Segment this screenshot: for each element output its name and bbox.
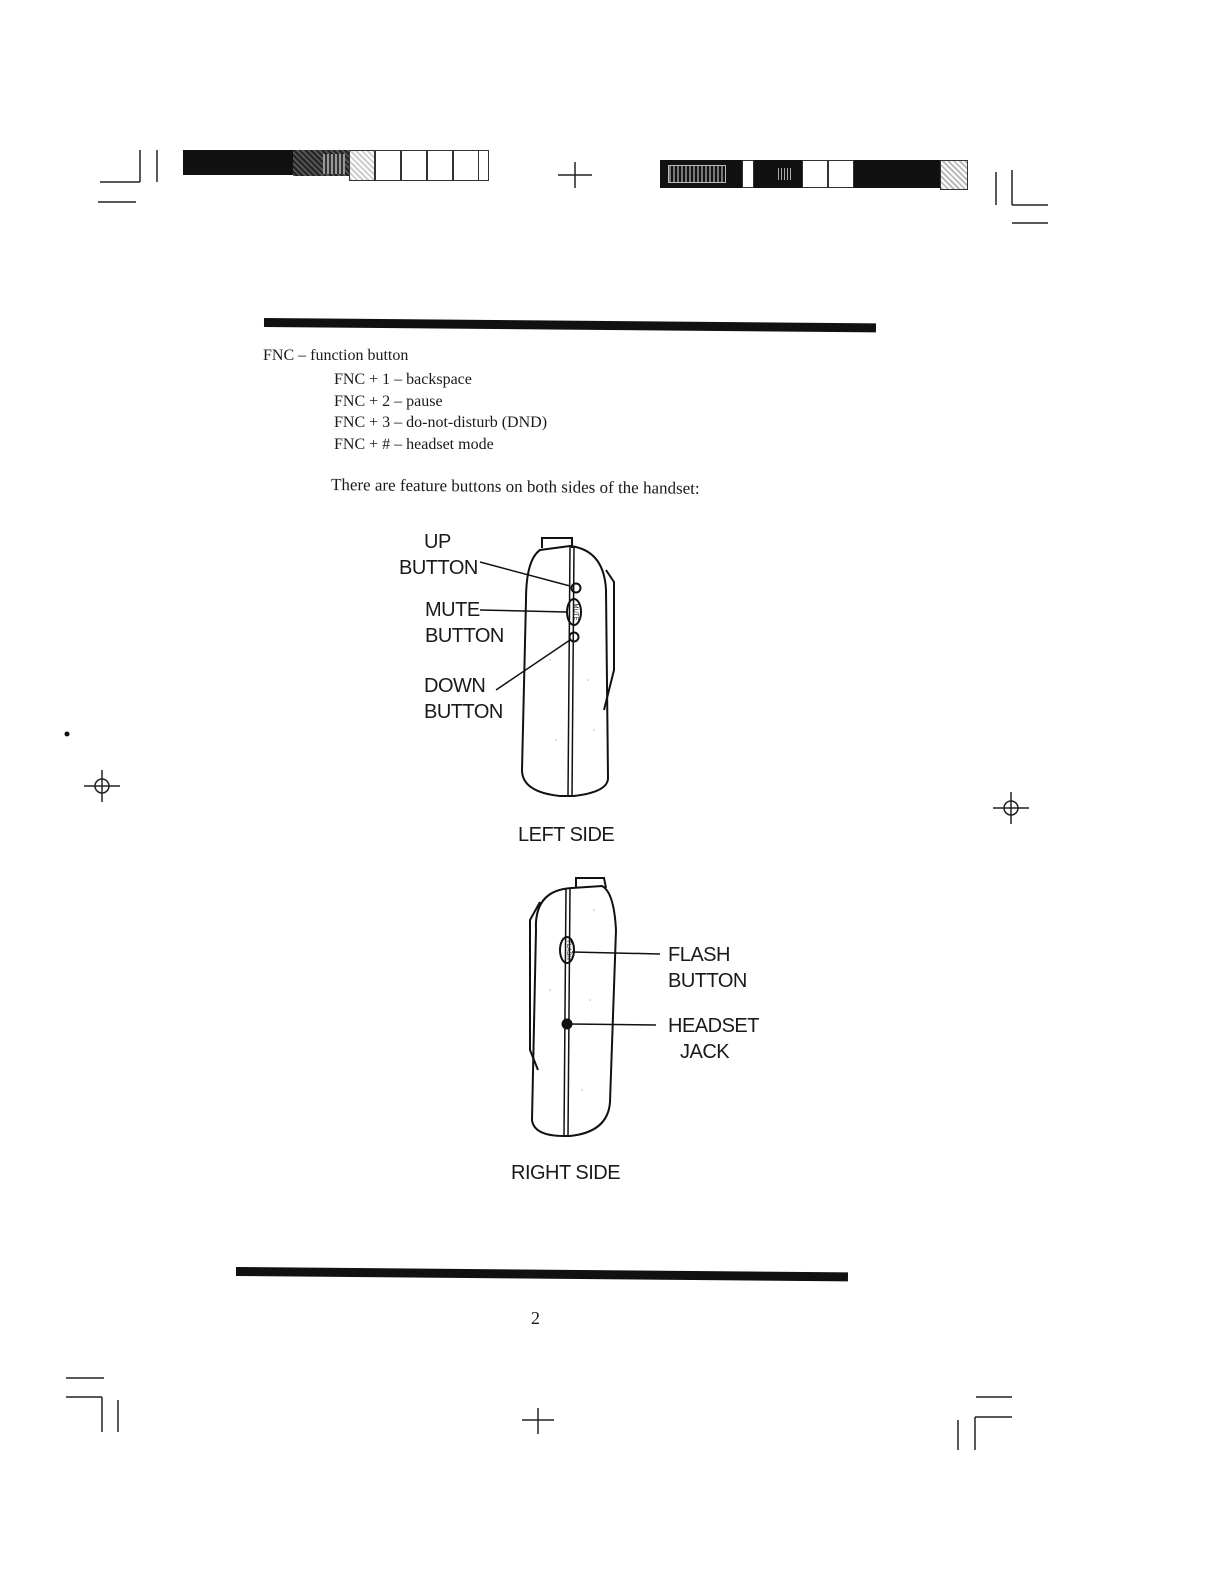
handset-right-side-illustration	[510, 870, 770, 1140]
calibration-strip-right	[660, 160, 968, 193]
flash-button-text: FLASH	[565, 940, 571, 960]
mute-button-label: MUTE BUTTON	[425, 599, 504, 647]
calibration-strip-left	[183, 150, 489, 183]
fnc-item: FNC + 1 – backspace	[334, 371, 472, 388]
fnc-item: FNC + 3 – do-not-disturb (DND)	[334, 414, 548, 431]
headset-jack-shape	[562, 1019, 573, 1030]
up-button-label: UP BUTTON	[399, 531, 478, 579]
page-number: 2	[531, 1308, 540, 1328]
mute-button-text: MUTE	[572, 603, 578, 621]
fnc-item: FNC + # – headset mode	[334, 435, 494, 453]
up-button-shape	[572, 584, 581, 593]
fnc-item: FNC + 2 – pause	[334, 392, 443, 410]
handset-left-side-illustration	[470, 530, 640, 810]
fnc-combination-list	[334, 369, 547, 455]
right-side-caption: RIGHT SIDE	[511, 1162, 621, 1184]
down-button-label: DOWN BUTTON	[424, 675, 503, 723]
intro-text: There are feature buttons on both sides of the handset:	[330, 475, 700, 498]
headset-jack-label: HEADSET JACK	[668, 1015, 759, 1063]
left-side-caption: LEFT SIDE	[518, 824, 615, 846]
fnc-heading: FNC – function button	[263, 347, 409, 364]
flash-button-label: FLASH BUTTON	[668, 944, 747, 992]
